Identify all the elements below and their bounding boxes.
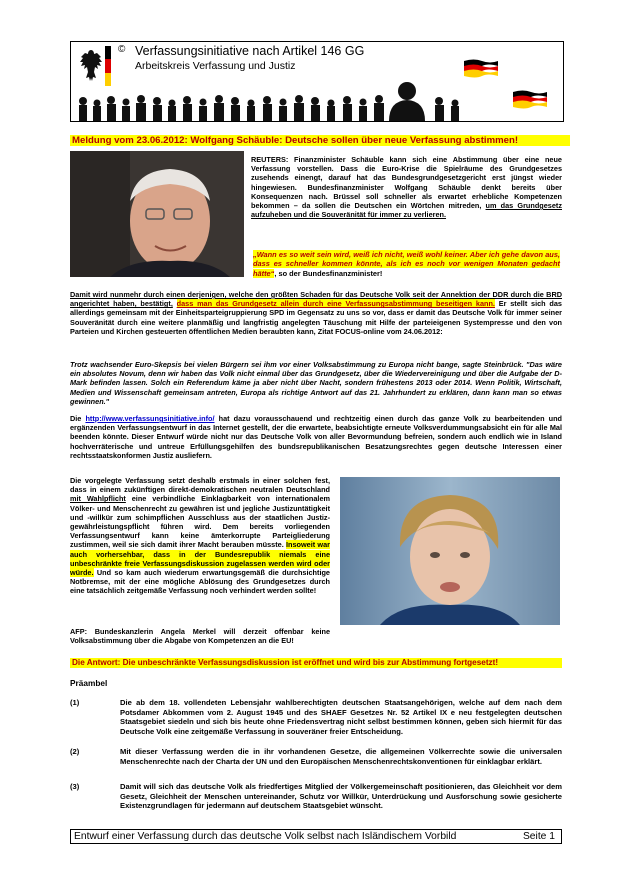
german-flag-icon bbox=[462, 58, 500, 78]
preamble-item-number: (3) bbox=[70, 782, 80, 791]
federal-eagle-icon bbox=[79, 48, 103, 84]
crowd-silhouette-icon bbox=[71, 81, 563, 121]
page-footer bbox=[70, 829, 562, 844]
quote-attribution: , so der Bundesfinanzminister! bbox=[274, 268, 383, 278]
letterhead-title: Verfassungsinitiative nach Artikel 146 GG bbox=[135, 44, 365, 58]
initiative-post: hat dazu vorausschauend und rechtzeitig einen durch das ganze Volk zu bearbeitenden und ergänzenden Verfassungsentwurf in das Internet gestellt, der die erwartete, beabsichtigte erneute Volksverdummungsabsicht ein für alle Mal beenden könnte. Dieser Entwurf würde nicht nur das Deutsche Volk von aller Bevormundung befreien, sondern auch endlich wie in Island hochverräterische und untreue Erfüllungsgehilfen des bundsrepublikanischen Besatzungsrechtes gegen deutsche Interessen einer rechtsstaatskonformen Justiz ausliefern. bbox=[70, 414, 562, 460]
initiative-link[interactable]: http://www.verfassungsinitiative.info/ bbox=[85, 414, 215, 423]
reuters-underlined: um das Grundgesetz aufzuheben und die Souveränität für immer zu verlieren. bbox=[251, 201, 562, 220]
preamble-item-number: (2) bbox=[70, 747, 80, 756]
vorgelegte-highlight: Insoweit war auch vorhersehbar, dass in der Bundesrepublik niemals eine unbeschränkte freie Verfassungsdiskussion zugelassen werden wird oder würde. bbox=[70, 540, 331, 578]
preamble-item-text: Die ab dem 18. vollendeten Lebensjahr wahlberechtigten deutschen Staatsangehörigen, welche auf dem nach dem Potsdamer Abkommen vom 2. August 1945 und des SHAEF Gesetzes Nr. 52 Artikel IX e neu festgelegten deutschen Staatsgebiet siedeln und sich bis heute ohne Friedensvertrag nicht selbst bestimmen können, geben sich hiermit für das Deutsche Volk eine zeitgemäße Verfassung in souveräner freier Entscheidung. bbox=[120, 698, 562, 736]
damit-underlined: Damit wird nunmehr durch einen derjenigen, welche den größten Schaden für das Deutsche Volk seit der Annektion der DDR durch die BRD angerichtet haben, bestätigt, bbox=[70, 290, 562, 309]
page-number: Seite 1 bbox=[522, 831, 555, 842]
vorgelegte-part2: eine verbindliche Einklagbarkeit von internationalem Völker- und Menschenrecht zu gewähren ist und jegliche Justizuntätigkeit und -willkür zum schimpflichen Ausschluss aus der staatlichen Justiz-gewährleistungspflicht führen wird. Dem bereits vorliegenden Verfassungsentwurf kann keine ämterkorrupte Parteigliederung zustimmen, weil sie sich damit ihrer Macht berauben müsste. bbox=[70, 494, 330, 550]
copyright-symbol: © bbox=[118, 44, 126, 55]
letterhead bbox=[70, 41, 564, 122]
quote-text: „Wann es so weit sein wird, weiß ich nicht, weiß wohl keiner. Aber ich gehe davon aus, dass es schneller kommen könnte, als ich es noch vor wenigen Monaten gedacht hätte“ bbox=[253, 250, 560, 278]
portrait-image-icon bbox=[70, 151, 244, 277]
preamble-item-number: (1) bbox=[70, 698, 80, 707]
news-headline: Meldung vom 23.06.2012: Wolfgang Schäuble: Deutsche sollen über neue Verfassung abstimmen! bbox=[70, 135, 570, 146]
damit-paragraph bbox=[70, 290, 562, 336]
answer-banner: Die Antwort: Die unbeschränkte Verfassungsdiskussion ist eröffnet und wird bis zur Abstimmung fortgesetzt! bbox=[70, 658, 562, 668]
reuters-paragraph bbox=[251, 155, 562, 219]
vorgelegte-part3: Und so kam auch wiederum erwartungsgemäß die durchsichtige Notbremse, mit der eine mögliche Ablösung des Grundgesetzes durch eine tatsächlich zeitgemäße Verfassung noch verhindert werden sollte! bbox=[70, 568, 330, 596]
steinbrueck-quote-paragraph: Trotz wachsender Euro-Skepsis bei vielen Bürgern sei ihm vor einer Volksabstimmung zu Europa nicht bange, sagte Steinbrück. "Das wäre ein absolutes Novum, denn wir haben das Volk nicht einmal über das Grundgesetz, über die Wiedervereinigung und über die Aufgabe der D-Mark befinden lassen. Solch ein Referendum käme ja aber nicht über Nacht, sondern frühestens 2013 oder 2014. Wenn Politik, Wirtschaft, Medien und Wissenschaft gemeinsam antreten, Europa als richtige Antwort auf das 21. Jahrhundert zu erklären, dann kann man so etwas gewinnen." bbox=[70, 360, 562, 406]
initiative-pre: Die bbox=[70, 414, 86, 423]
preamble-item-text: Mit dieser Verfassung werden die in ihr vorhandenen Gesetze, die allgemeinen Völkerrechte sowie die universalen Menschenrechte nach der Charta der UN und den Europäischen Menschenrechtskonventionen für einklagbar erklärt. bbox=[120, 747, 562, 766]
damit-highlight: dass man das Grundgesetz allein durch eine Verfassungsabstimmung beseitigen kann. bbox=[176, 299, 495, 309]
initiative-paragraph bbox=[70, 414, 562, 460]
german-color-strip bbox=[105, 46, 111, 86]
letterhead-subtitle: Arbeitskreis Verfassung und Justiz bbox=[135, 60, 296, 72]
vorgelegte-part1: Die vorgelegte Verfassung setzt deshalb erstmals in einer solchen fest, dass in einem zukünftigen direkt-demokratischen neutralen Deutschland bbox=[70, 476, 330, 495]
vorgelegte-underlined: mit Wahlpflicht bbox=[70, 494, 126, 504]
preamble-title: Präambel bbox=[70, 678, 108, 688]
preamble-item-text: Damit will sich das deutsche Volk als friedfertiges Mitglied der Völkergemeinschaft positionieren, das Gleichheit vor dem Gesetz, Gleichheit der Menschen untereinander, Schutz vor Willkür, Unterdrückung und Ausforschung sowie gesicherte Existenzgrundlagen für jedermann auf deutschem Staatsgebiet wünscht. bbox=[120, 782, 562, 810]
quote-box bbox=[251, 249, 562, 279]
footer-text: Entwurf einer Verfassung durch das deutsche Volk selbst nach Isländischem Vorbild bbox=[74, 831, 457, 842]
portrait-photo-merkel bbox=[340, 477, 560, 625]
portrait-image-icon-2 bbox=[340, 477, 560, 625]
damit-rest: Er stellt sich das allerdings gemeinsam mit der Einheitsparteigruppierung SPD im Gegensatz zu uns so vor, dass er damit das Deutsche Volk für immer seiner Souveränität durch eine weitere planmäßig und langfristig angelegten Täuschung mit Hilfe der parteieigenen Systempresse und den von Parteien und Kirchen gesteuerten öffentlichen Medien beraubten kann, Zitat FOCUS-online vom 24.06.2012: bbox=[70, 299, 562, 336]
vorgelegte-paragraph bbox=[70, 476, 330, 596]
reuters-lead: REUTERS: Finanzminister Schäuble kann sich eine Abstimmung über eine neue Verfassung vorstellen. Dass die Euro-Krise die Spielräume des Grundgesetzes zusehends einengt, darauf hat das Bundesgrundgesetzgericht erst jüngst wieder hingewiesen. Bundesfinanzminister Wolfgang Schäuble denkt bereits über Konsequenzen nach. Brüssel soll schneller als erwartet erhebliche Kompetenzen bekommen – da sollen die Deutschen ein Wörtchen mitreden, bbox=[251, 155, 562, 211]
afp-paragraph: AFP: Bundeskanzlerin Angela Merkel will derzeit offenbar keine Volksabstimmung über die Abgabe von Kompetenzen an die EU! bbox=[70, 627, 330, 646]
portrait-photo-schaeuble bbox=[70, 151, 244, 277]
